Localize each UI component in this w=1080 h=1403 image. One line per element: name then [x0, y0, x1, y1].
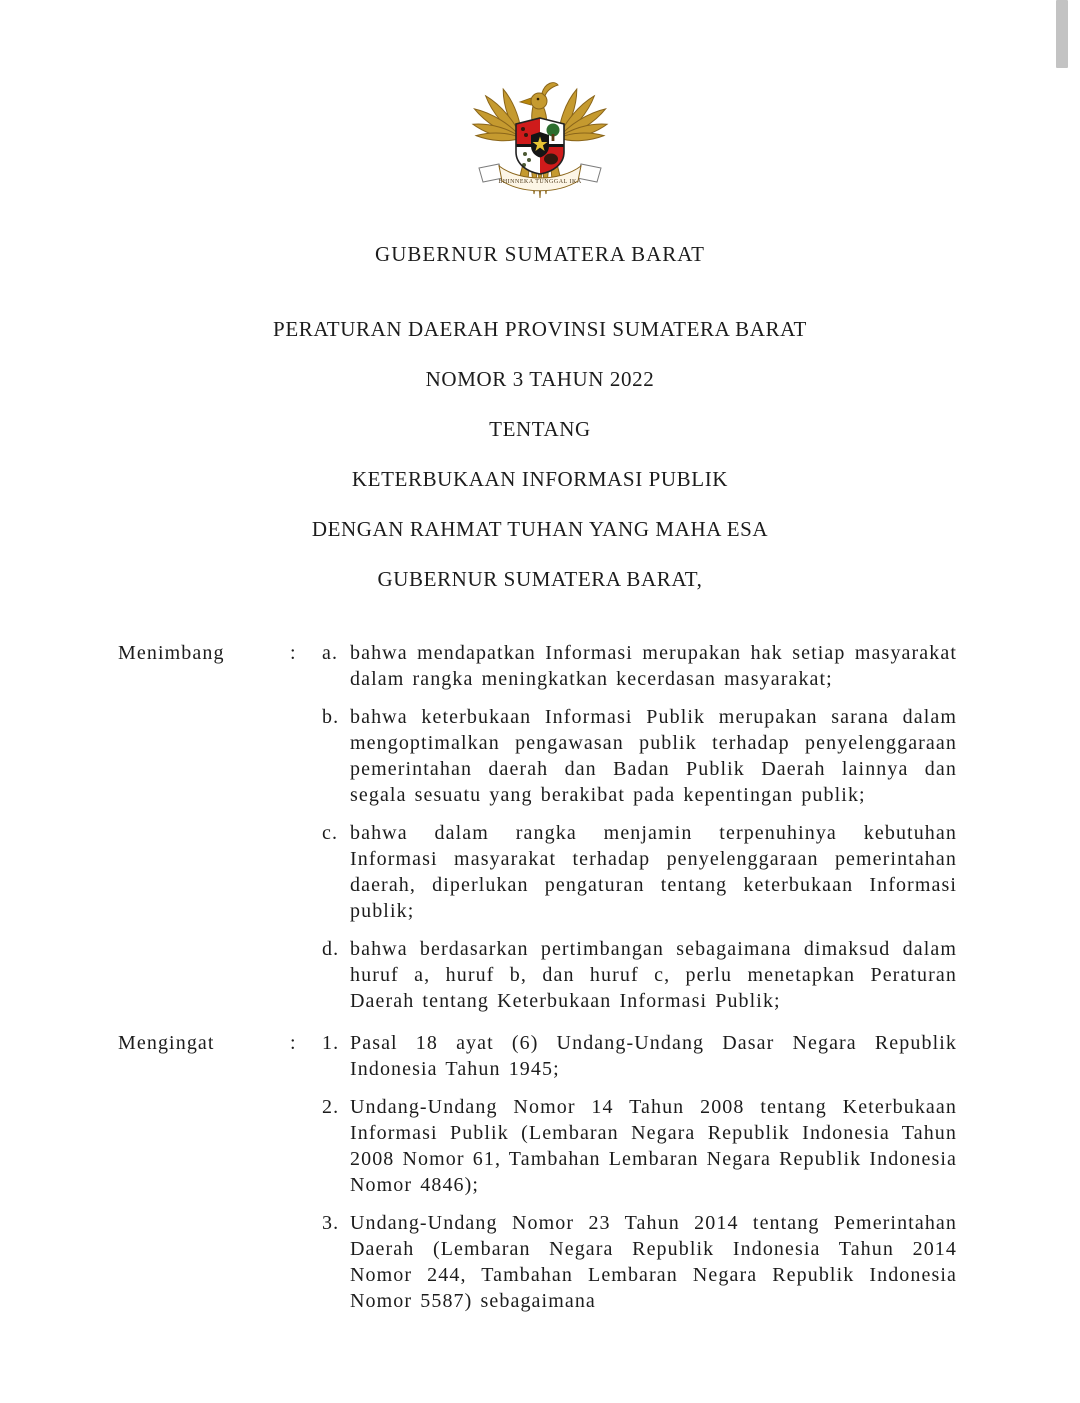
list-item: [322, 936, 957, 1014]
item-text: Undang-Undang Nomor 23 Tahun 2014 tentang Pemerintahan Daerah (Lembaran Negara Republik Indonesia Tahun 2014 Nomor 244, Tambahan Lembaran Negara Republik Indonesia Nomor 5587) sebagaimana: [350, 1212, 957, 1312]
clauses-section: [0, 640, 1080, 1314]
clause-separator: :: [290, 1032, 297, 1054]
item-text: bahwa keterbukaan Informasi Publik merupakan sarana dalam mengoptimalkan pengawasan publik terhadap penyelenggaraan pemerintahan daerah dan Badan Publik Daerah lainnya dan segala sesuatu yang berakibat pada kepentingan publik;: [350, 706, 957, 806]
item-text: Undang-Undang Nomor 14 Tahun 2008 tentang Keterbukaan Informasi Publik (Lembaran Negara Republik Indonesia Tahun 2008 Nomor 61, Tambahan Lembaran Negara Republik Indonesia Nomor 4846);: [350, 1096, 957, 1196]
header-institution-title: GUBERNUR SUMATERA BARAT: [375, 242, 705, 266]
garuda-pancasila-icon: [465, 72, 615, 206]
pancasila-shield: [516, 118, 564, 176]
list-item: [322, 1210, 957, 1314]
doc-title-line-3: TENTANG: [489, 417, 591, 441]
scrollbar-thumb[interactable]: [1056, 0, 1068, 68]
list-item: [322, 704, 957, 808]
item-marker: d.: [322, 938, 340, 960]
list-item: [322, 1030, 957, 1082]
list-item: [322, 820, 957, 924]
item-marker: b.: [322, 706, 340, 728]
clause-menimbang: [118, 640, 957, 1014]
item-marker: 2.: [322, 1096, 340, 1118]
item-marker: c.: [322, 822, 339, 844]
motto-text: BHINNEKA TUNGGAL IKA: [498, 179, 582, 185]
item-marker: 3.: [322, 1212, 340, 1234]
doc-title-line-5: DENGAN RAHMAT TUHAN YANG MAHA ESA: [311, 517, 769, 541]
item-marker: 1.: [322, 1032, 340, 1054]
clause-label: Menimbang: [118, 642, 225, 664]
list-item: [322, 640, 957, 692]
clause-items: [322, 640, 957, 1014]
doc-title-line-4: KETERBUKAAN INFORMASI PUBLIK: [351, 467, 729, 491]
doc-title-line-1: PERATURAN DAERAH PROVINSI SUMATERA BARAT: [273, 317, 807, 341]
item-text: bahwa mendapatkan Informasi merupakan hak setiap masyarakat dalam rangka meningkatkan kecerdasan masyarakat;: [350, 642, 957, 690]
doc-title-line-2: NOMOR 3 TAHUN 2022: [425, 367, 655, 391]
clause-items: [322, 1030, 957, 1314]
clause-label: Mengingat: [118, 1032, 215, 1054]
clause-mengingat: [118, 1030, 957, 1314]
clause-separator: :: [290, 642, 297, 664]
list-item: [322, 1094, 957, 1198]
item-text: Pasal 18 ayat (6) Undang-Undang Dasar Negara Republik Indonesia Tahun 1945;: [350, 1032, 957, 1080]
item-marker: a.: [322, 642, 339, 664]
item-text: bahwa berdasarkan pertimbangan sebagaimana dimaksud dalam huruf a, huruf b, dan huruf c, perlu menetapkan Peraturan Daerah tentang Keterbukaan Informasi Publik;: [350, 938, 957, 1012]
item-text: bahwa dalam rangka menjamin terpenuhinya kebutuhan Informasi masyarakat terhadap penyelenggaraan pemerintahan daerah, diperlukan pengaturan tentang keterbukaan Informasi publik;: [350, 822, 957, 922]
garuda-pancasila-emblem: [465, 72, 615, 206]
doc-title-line-6: GUBERNUR SUMATERA BARAT,: [377, 567, 703, 591]
